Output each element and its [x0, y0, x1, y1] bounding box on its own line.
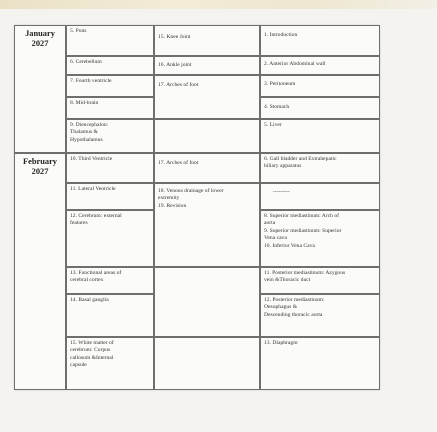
col2-row-2: 16. Ankle joint: [154, 56, 260, 75]
schedule-table: [14, 25, 380, 390]
col1-row-4: 8. Mid-brain: [66, 97, 154, 119]
top-edge-strip: [0, 0, 437, 9]
col1-row-6: 10. Third Ventricle: [66, 153, 154, 183]
month-february: February 2027: [14, 153, 66, 390]
col1-row-10: 14. Basal ganglia: [66, 294, 154, 337]
col3-row-8: 8. Superior mediastinum: Arch of aorta 9. Superior mediastinum: Superior Vena cava 10. Inferior Vena Cava: [260, 210, 380, 267]
col1-row-3: 7. Fourth ventricle: [66, 75, 154, 97]
col1-row-8: 12. Cerebrum: external features: [66, 210, 154, 267]
col3-row-2: 2. Anterior Abdominal wall: [260, 56, 380, 75]
col1-row-1: 5. Pons: [66, 25, 154, 56]
col2-row-8: [154, 337, 260, 390]
col3-row-5: 5. Liver: [260, 119, 380, 153]
col3-row-6: 6. Gall bladder and Extrahepatic biliary apparatus: [260, 153, 380, 183]
col3-row-1: 1. Introduction: [260, 25, 380, 56]
col1-row-7: 11. Lateral Ventricle: [66, 183, 154, 210]
col1-row-2: 6. Cerebellum: [66, 56, 154, 75]
col2-row-6: 18. Venous drainage of lower extremity 19. Revision: [154, 183, 260, 267]
col2-row-3: 17. Arches of foot: [154, 75, 260, 119]
col3-row-4: 4. Stomach: [260, 97, 380, 119]
col3-row-3: 3. Peritoneum: [260, 75, 380, 97]
col3-row-7: ---------: [260, 183, 380, 210]
col3-row-10: 12. Posterior mediastinum: Oesophagus & Descending thoracic aorta: [260, 294, 380, 337]
month-january: January 2027: [14, 25, 66, 153]
col1-row-9: 13. Functional areas of cerebral cortex: [66, 267, 154, 294]
col1-row-11: 15. White matter of cerebrum: Corpus callosum &Internal capsule: [66, 337, 154, 390]
col2-row-7: [154, 267, 260, 337]
col2-row-4: [154, 119, 260, 153]
col3-row-11: 13. Diaphragm: [260, 337, 380, 390]
col1-row-5: 9. Diencephalon: Thalamus & Hypothalamus: [66, 119, 154, 153]
col2-row-5: 17. Arches of foot: [154, 153, 260, 183]
col3-row-9: 11. Posterior mediastinum: Azygous vein &Thoracic duct: [260, 267, 380, 294]
col2-row-1: 15. Knee Joint: [154, 25, 260, 56]
